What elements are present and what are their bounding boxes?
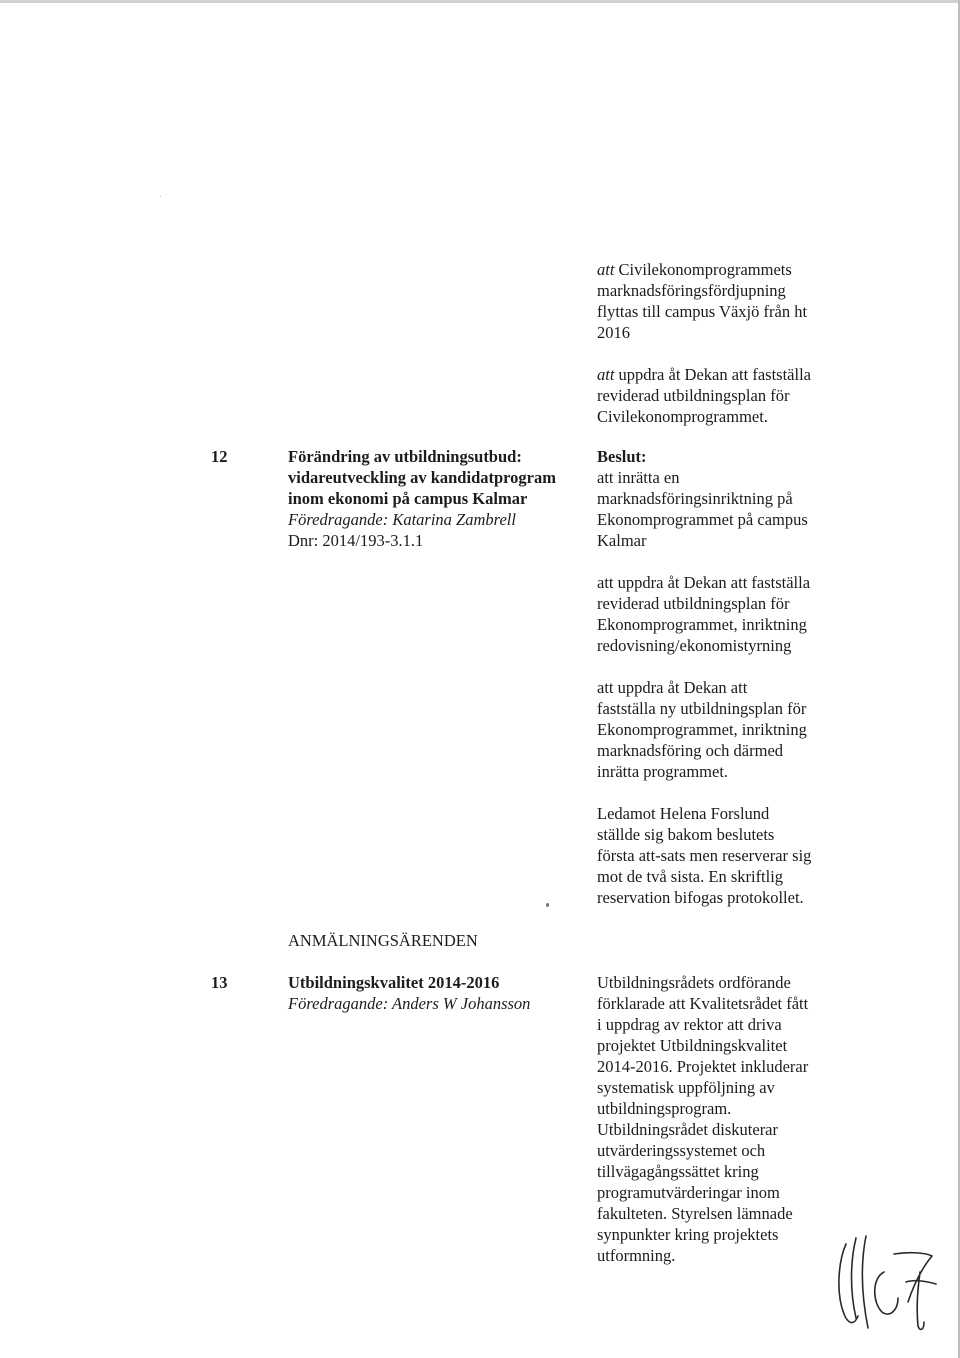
body-line: 2014-2016. Projektet inkluderar bbox=[597, 1057, 809, 1076]
decision-line: Civilekonomprogrammets bbox=[618, 260, 792, 279]
body-line: synpunkter kring projektets bbox=[597, 1225, 779, 1244]
decision-line: 2016 bbox=[597, 323, 630, 342]
item-12-title-line: inom ekonomi på campus Kalmar bbox=[288, 489, 528, 508]
decision-line: Ekonomprogrammet, inriktning bbox=[597, 720, 807, 739]
body-line: fakulteten. Styrelsen lämnade bbox=[597, 1204, 793, 1223]
body-line: projektet Utbildningskvalitet bbox=[597, 1036, 788, 1055]
decision-line: Civilekonomprogrammet. bbox=[597, 407, 768, 426]
decision-line: marknadsföringsinriktning på bbox=[597, 489, 793, 508]
decision-line: inrätta en bbox=[617, 468, 680, 487]
decision-line: uppdra åt Dekan att fastställa bbox=[617, 573, 811, 592]
item-13-title: Utbildningskvalitet 2014-2016 bbox=[288, 973, 500, 992]
decision-label: Beslut: bbox=[597, 447, 647, 466]
item-12-title-line: vidareutveckling av kandidatprogram bbox=[288, 468, 557, 487]
item-13-presenter: Föredragande: Anders W Johansson bbox=[288, 994, 531, 1013]
att-word: att bbox=[597, 365, 615, 384]
att-word: att bbox=[597, 573, 614, 592]
body-line: utvärderingssystemet och bbox=[597, 1141, 766, 1160]
item-12-number: 12 bbox=[211, 447, 228, 466]
item-12-title-line: Förändring av utbildningsutbud: bbox=[288, 447, 522, 466]
reservation-line: ställde sig bakom beslutets bbox=[597, 825, 775, 844]
body-line: Utbildningsrådet diskuterar bbox=[597, 1120, 779, 1139]
item-12-presenter: Föredragande: Katarina Zambrell bbox=[288, 510, 516, 529]
section-heading-anmalningsarenden: ANMÄLNINGSÄRENDEN bbox=[288, 931, 478, 950]
scan-speck bbox=[160, 196, 161, 197]
decision-line: uppdra åt Dekan att bbox=[617, 678, 748, 697]
body-line: programutvärderingar inom bbox=[597, 1183, 780, 1202]
item-13-body bbox=[597, 972, 927, 1266]
reservation-line: Ledamot Helena Forslund bbox=[597, 804, 770, 823]
item-12-dnr: Dnr: 2014/193-3.1.1 bbox=[288, 531, 424, 550]
decision-line: flyttas till campus Växjö från ht bbox=[597, 302, 808, 321]
decision-line: marknadsföringsfördjupning bbox=[597, 281, 786, 300]
item-12-decision-1 bbox=[597, 446, 927, 551]
decision-line: fastställa ny utbildningsplan för bbox=[597, 699, 807, 718]
decision-line: reviderad utbildningsplan för bbox=[597, 386, 790, 405]
decision-line: Kalmar bbox=[597, 531, 647, 550]
previous-item-decision-1 bbox=[597, 259, 927, 343]
att-word: att bbox=[597, 260, 615, 279]
decision-line: redovisning/ekonomistyrning bbox=[597, 636, 792, 655]
reservation-line: reservation bifogas protokollet. bbox=[597, 888, 804, 907]
item-12-heading bbox=[288, 446, 588, 551]
decision-line: inrätta programmet. bbox=[597, 762, 729, 781]
att-word: att bbox=[597, 468, 614, 487]
reservation-line: mot de två sista. En skriftlig bbox=[597, 867, 784, 886]
decision-line: Ekonomprogrammet på campus bbox=[597, 510, 808, 529]
body-line: utbildningsprogram. bbox=[597, 1099, 732, 1118]
body-line: i uppdrag av rektor att driva bbox=[597, 1015, 782, 1034]
scan-edge-top bbox=[0, 0, 960, 3]
body-line: Utbildningsrådets ordförande bbox=[597, 973, 791, 992]
previous-item-decision-2 bbox=[597, 364, 927, 427]
body-line: tillvägagångssättet kring bbox=[597, 1162, 759, 1181]
handwritten-initials-icon bbox=[832, 1232, 952, 1342]
scan-speck bbox=[546, 903, 549, 907]
body-line: systematisk uppföljning av bbox=[597, 1078, 775, 1097]
item-12-decision-2 bbox=[597, 572, 927, 656]
reservation-line: första att-sats men reserverar sig bbox=[597, 846, 812, 865]
item-12-decision-3 bbox=[597, 677, 927, 782]
decision-line: Ekonomprogrammet, inriktning bbox=[597, 615, 807, 634]
body-line: förklarade att Kvalitetsrådet fått bbox=[597, 994, 809, 1013]
att-word: att bbox=[597, 678, 614, 697]
item-12-reservation bbox=[597, 803, 927, 908]
item-13-number: 13 bbox=[211, 973, 228, 992]
item-13-heading bbox=[288, 972, 588, 1014]
decision-line: marknadsföring och därmed bbox=[597, 741, 784, 760]
body-line: utformning. bbox=[597, 1246, 676, 1265]
decision-line: uppdra åt Dekan att fastställa bbox=[618, 365, 811, 384]
decision-line: reviderad utbildningsplan för bbox=[597, 594, 790, 613]
